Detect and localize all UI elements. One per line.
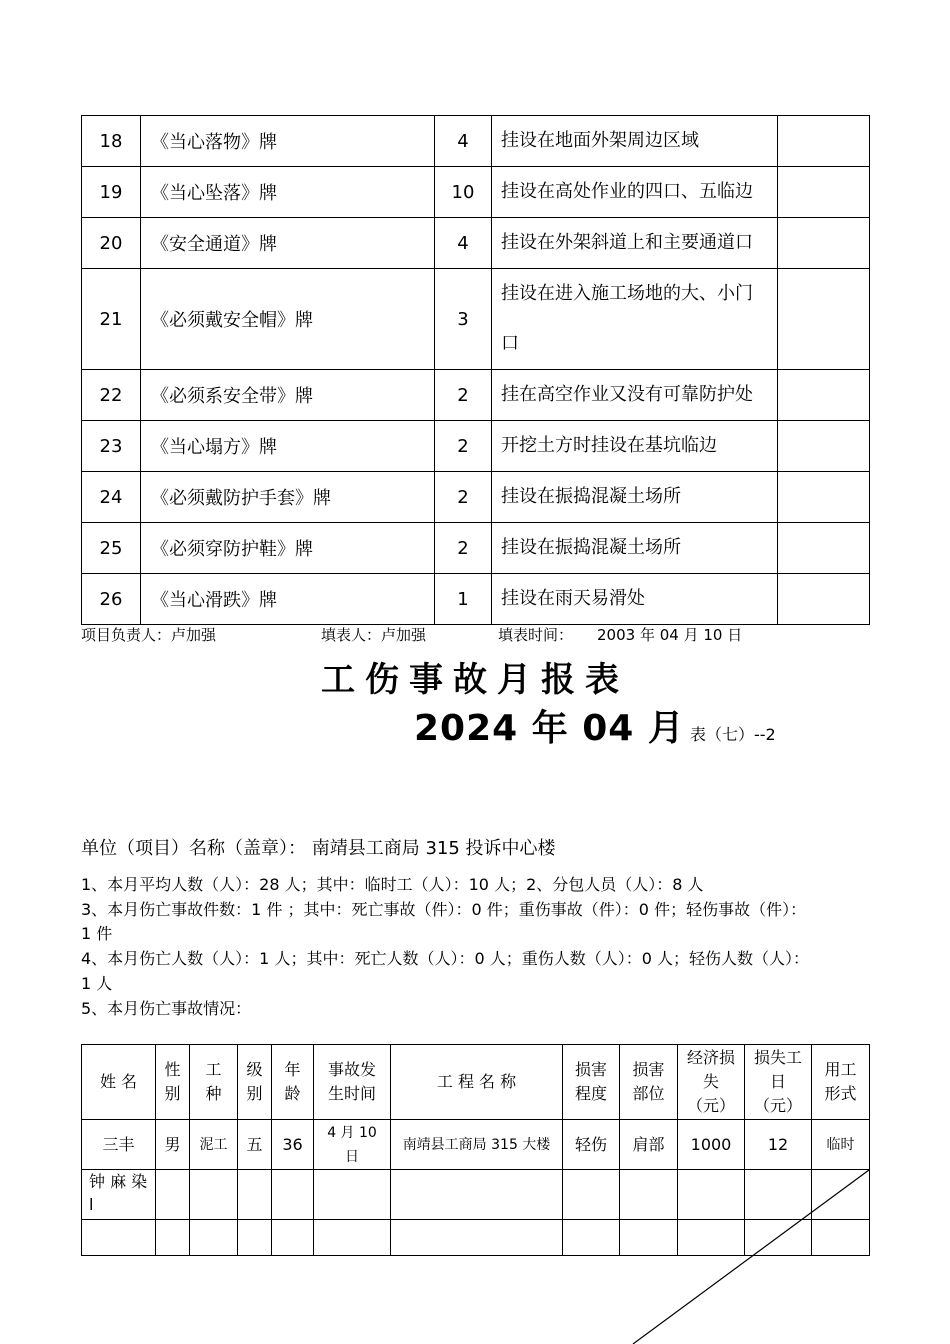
cell-text: 4 月 10	[327, 1124, 377, 1141]
sign-no: 24	[82, 472, 141, 523]
table-row	[82, 218, 870, 269]
cell-empty	[745, 1220, 812, 1256]
cell-empty	[238, 1220, 272, 1256]
sign-no: 25	[82, 523, 141, 574]
cell-empty	[190, 1170, 238, 1220]
cell-form: 临时	[812, 1120, 870, 1170]
unit-name: 单位（项目）名称（盖章）： 南靖县工商局 315 投诉中心楼	[81, 838, 556, 859]
table-row	[82, 269, 870, 370]
sign-name: 《必须戴防护手套》牌	[141, 472, 435, 523]
header-age	[272, 1045, 314, 1120]
cell-empty	[620, 1170, 678, 1220]
sign-name: 《必须穿防护鞋》牌	[141, 523, 435, 574]
cell-empty	[314, 1170, 391, 1220]
header-text: 部位	[632, 1084, 665, 1103]
sign-remark	[778, 472, 870, 523]
cell-empty	[82, 1220, 156, 1256]
form-filler: 填表人：卢加强	[321, 626, 427, 644]
header-text: 失	[702, 1072, 719, 1091]
cell-grade: 五	[238, 1120, 272, 1170]
header-sex	[156, 1045, 190, 1120]
sign-no: 26	[82, 574, 141, 625]
cell-time	[314, 1120, 391, 1170]
header-text: 别	[246, 1084, 263, 1103]
sign-name: 《当心塌方》牌	[141, 421, 435, 472]
table-row	[82, 523, 870, 574]
sign-no: 23	[82, 421, 141, 472]
sign-count: 1	[435, 574, 492, 625]
sign-name: 《必须戴安全帽》牌	[141, 269, 435, 370]
sign-name: 《必须系安全带》牌	[141, 370, 435, 421]
sign-count: 4	[435, 218, 492, 269]
header-text: 性	[164, 1060, 181, 1079]
sign-no: 21	[82, 269, 141, 370]
project-manager: 项目负责人：卢加强	[81, 626, 217, 644]
table-row	[82, 472, 870, 523]
header-text: 年	[284, 1060, 301, 1079]
header-text: 别	[164, 1084, 181, 1103]
fill-date-label: 填表时间：	[498, 626, 574, 644]
table-row	[82, 1120, 870, 1170]
header-text: 损害	[574, 1060, 607, 1079]
sign-remark	[778, 574, 870, 625]
sign-name: 《当心落物》牌	[141, 116, 435, 167]
header-loss	[678, 1045, 745, 1120]
fill-date-value: 2003 年 04 月 10 日	[597, 626, 743, 644]
header-text: 种	[205, 1084, 222, 1103]
header-form	[812, 1045, 870, 1120]
form-number: 表（七）--2	[690, 725, 776, 744]
stat-line: 3、本月伤亡事故件数：1 件 ；其中：死亡事故（件）：0 件；重伤事故（件）：0 件；轻伤事故（件）：	[81, 900, 807, 919]
sign-remark	[778, 116, 870, 167]
cell-empty	[391, 1170, 563, 1220]
sign-remark	[778, 370, 870, 421]
header-text: 用工	[824, 1060, 857, 1079]
cell-empty	[812, 1170, 870, 1220]
cell-empty	[156, 1220, 190, 1256]
cell-empty	[678, 1220, 745, 1256]
table-row	[82, 167, 870, 218]
sign-count: 2	[435, 472, 492, 523]
cell-name	[82, 1170, 156, 1220]
cell-text: l	[89, 1195, 94, 1214]
sign-location-line: 口	[501, 333, 519, 354]
cell-project: 南靖县工商局 315 大楼	[391, 1120, 563, 1170]
cell-empty	[391, 1220, 563, 1256]
sign-location: 开挖土方时挂设在基坑临边	[492, 421, 778, 472]
header-text: 损害	[632, 1060, 665, 1079]
header-severity	[563, 1045, 620, 1120]
cell-empty	[156, 1170, 190, 1220]
header-grade	[238, 1045, 272, 1120]
stat-line: 4、本月伤亡人数（人）：1 人；其中：死亡人数（人）：0 人；重伤人数（人）：0 人；轻伤人数（人）：	[81, 949, 809, 968]
sign-no: 18	[82, 116, 141, 167]
sign-location: 挂设在外架斜道上和主要通道口	[492, 218, 778, 269]
header-text: 程度	[574, 1084, 607, 1103]
cell-severity: 轻伤	[563, 1120, 620, 1170]
cell-part: 肩部	[620, 1120, 678, 1170]
header-text: 损失工	[753, 1048, 802, 1067]
cell-name: 三丰	[82, 1120, 156, 1170]
sign-count: 3	[435, 269, 492, 370]
header-days	[745, 1045, 812, 1120]
cell-sex: 男	[156, 1120, 190, 1170]
stat-line: 1、本月平均人数（人）：28 人；其中：临时工（人）：10 人；2、分包人员（人）：8 人	[81, 875, 704, 894]
header-text: 日	[769, 1072, 786, 1091]
header-text: 形式	[824, 1084, 857, 1103]
cell-empty	[745, 1170, 812, 1220]
cell-empty	[314, 1220, 391, 1256]
sign-location: 挂设在地面外架周边区域	[492, 116, 778, 167]
sign-count: 2	[435, 370, 492, 421]
header-text: 事故发	[327, 1060, 376, 1079]
header-text: 级	[246, 1060, 263, 1079]
cell-text: 钟 麻 染	[89, 1172, 148, 1191]
sign-name: 《安全通道》牌	[141, 218, 435, 269]
sign-location: 挂设在高处作业的四口、五临边	[492, 167, 778, 218]
report-month: 2024 年 04 月	[414, 708, 685, 749]
sign-count: 2	[435, 421, 492, 472]
header-text: 经济损	[686, 1048, 735, 1067]
header-part	[620, 1045, 678, 1120]
sign-remark	[778, 269, 870, 370]
sign-count: 10	[435, 167, 492, 218]
stat-line: 5、本月伤亡事故情况：	[81, 999, 252, 1018]
header-text: （元）	[686, 1096, 735, 1115]
header-name: 姓 名	[82, 1045, 156, 1120]
header-text: 工	[205, 1060, 222, 1079]
header-time	[314, 1045, 391, 1120]
cell-empty	[190, 1220, 238, 1256]
cell-empty	[238, 1170, 272, 1220]
sign-remark	[778, 218, 870, 269]
cell-empty	[678, 1170, 745, 1220]
table-row	[82, 1220, 870, 1256]
sign-location: 挂在高空作业又没有可靠防护处	[492, 370, 778, 421]
cell-empty	[272, 1170, 314, 1220]
sign-location	[492, 269, 778, 370]
cell-empty	[272, 1220, 314, 1256]
cell-empty	[563, 1170, 620, 1220]
sign-remark	[778, 421, 870, 472]
table-header-row	[82, 1045, 870, 1120]
table-row	[82, 574, 870, 625]
table-row	[82, 116, 870, 167]
sign-no: 22	[82, 370, 141, 421]
table-row	[82, 421, 870, 472]
sign-name: 《当心滑跌》牌	[141, 574, 435, 625]
cell-empty	[620, 1220, 678, 1256]
cell-text: 日	[345, 1148, 359, 1165]
sign-location: 挂设在振捣混凝土场所	[492, 523, 778, 574]
sign-no: 19	[82, 167, 141, 218]
header-text: （元）	[753, 1096, 802, 1115]
header-text: 生时间	[327, 1084, 376, 1103]
table-row	[82, 370, 870, 421]
cell-age: 36	[272, 1120, 314, 1170]
report-subtitle	[414, 700, 776, 751]
sign-remark	[778, 167, 870, 218]
sign-count: 4	[435, 116, 492, 167]
sign-count: 2	[435, 523, 492, 574]
cell-job: 泥工	[190, 1120, 238, 1170]
cell-loss: 1000	[678, 1120, 745, 1170]
sign-location-line: 挂设在进入施工场地的大、小门	[501, 283, 753, 304]
header-text: 龄	[284, 1084, 301, 1103]
sign-remark	[778, 523, 870, 574]
sign-name: 《当心坠落》牌	[141, 167, 435, 218]
report-title: 工伤事故月报表	[321, 660, 629, 700]
header-project: 工 程 名 称	[391, 1045, 563, 1120]
signs-table	[81, 115, 870, 625]
sign-location: 挂设在雨天易滑处	[492, 574, 778, 625]
accident-table	[81, 1044, 870, 1256]
sign-location: 挂设在振捣混凝土场所	[492, 472, 778, 523]
sign-no: 20	[82, 218, 141, 269]
cell-empty	[812, 1220, 870, 1256]
stat-line: 1 人	[81, 974, 113, 993]
cell-days: 12	[745, 1120, 812, 1170]
table-row	[82, 1170, 870, 1220]
header-job	[190, 1045, 238, 1120]
stat-line: 1 件	[81, 924, 113, 943]
cell-empty	[563, 1220, 620, 1256]
